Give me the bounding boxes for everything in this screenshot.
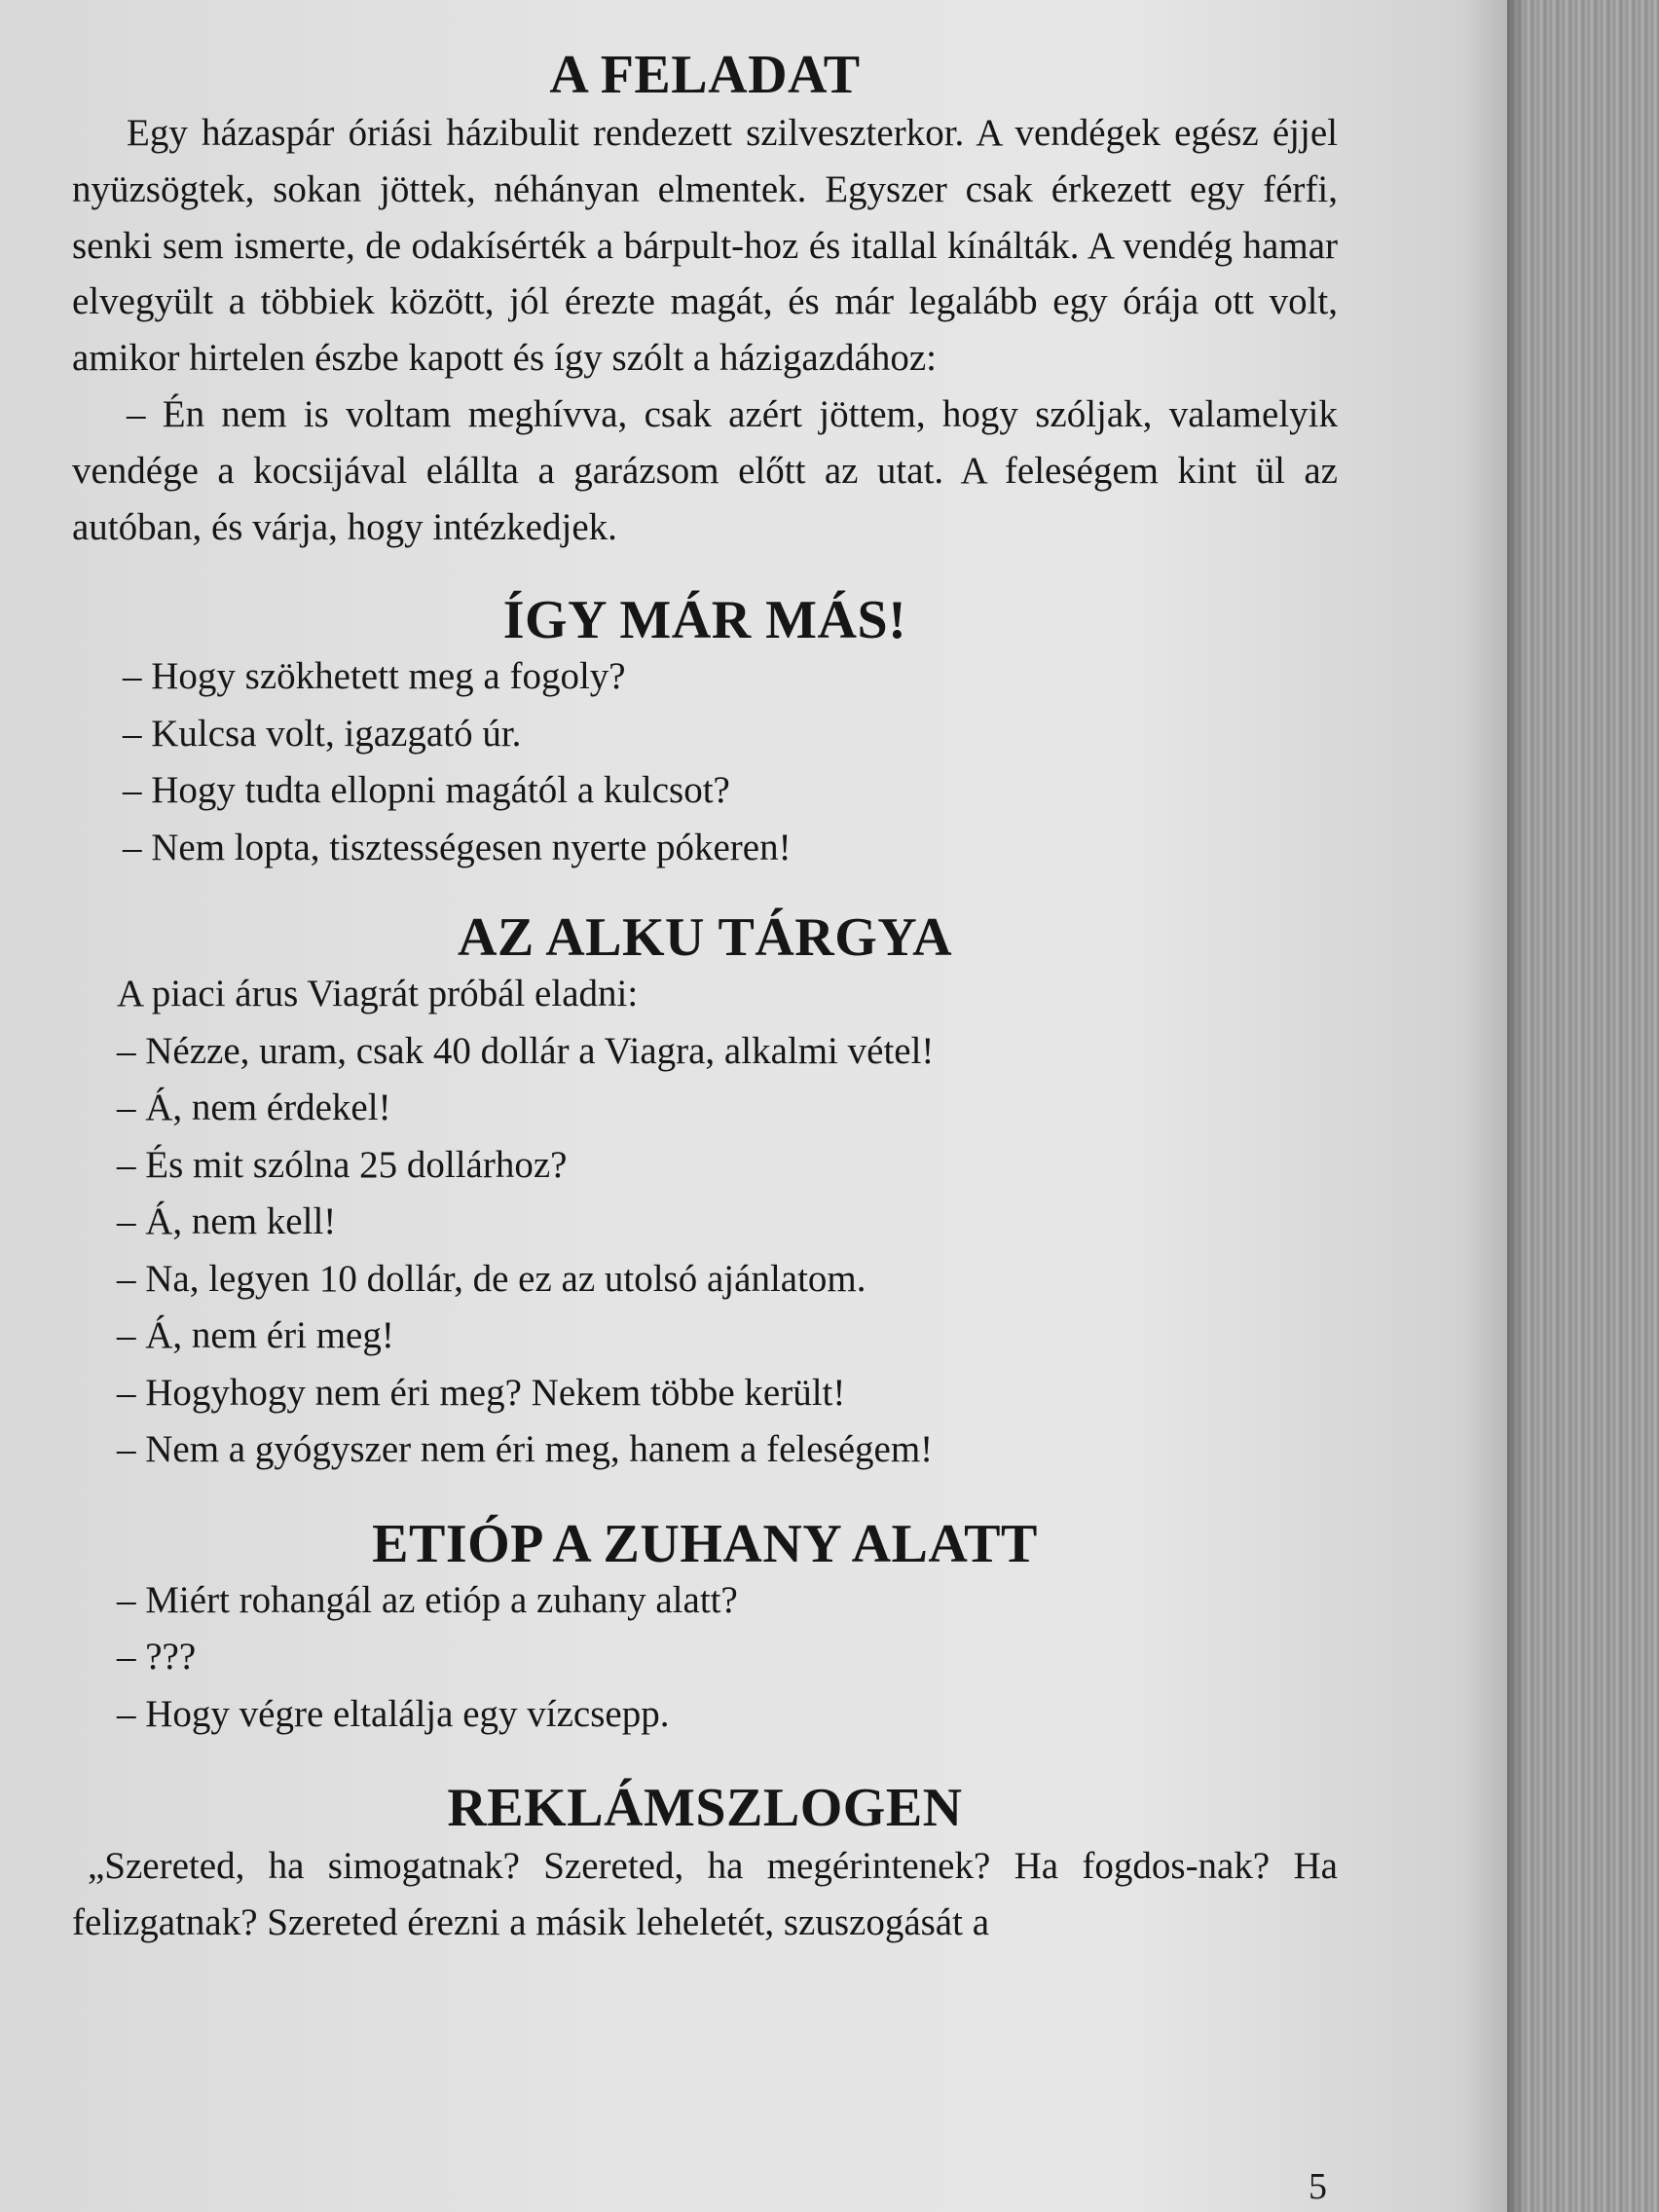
- dialog-line: – ???: [117, 1636, 197, 1678]
- section-title-az-alku-targya: AZ ALKU TÁRGYA: [457, 907, 953, 969]
- section-title-a-feladat: A FELADAT: [549, 45, 861, 105]
- section-paragraph: Egy házaspár óriási házibulit rendezett szilveszterkor. A vendégek egész éjjel nyüzsögtek, sokan jöttek, néhányan elmentek. Egyszer csak érkezett egy férfi, senki sem ismerte, de odakísérték a bárpult-hoz és itallal kínálták. A vendég hamar elvegyült a többiek között, jól érezte magát, és már legalább egy órája ott volt, amikor hirtelen észbe kapott és így szólt a házigazdához:: [72, 112, 1338, 380]
- dialog-line: A piaci árus Viagrát próbál eladni:: [117, 973, 639, 1015]
- page-content: [72, 43, 1338, 1951]
- dialog-line: – Miért rohangál az etióp a zuhany alatt?: [117, 1578, 738, 1621]
- page-edge-shadow: [1507, 0, 1525, 2212]
- page-number: 5: [1309, 2166, 1327, 2207]
- page-stack-edge: [1507, 0, 1659, 2212]
- dialog-line: – És mit szólna 25 dollárhoz?: [117, 1143, 568, 1186]
- dialog-line: – Na, legyen 10 dollár, de ez az utolsó ajánlatom.: [117, 1257, 866, 1300]
- dialog-line: – Hogy tudta ellopni magától a kulcsot?: [123, 769, 730, 812]
- section-paragraph: – Én nem is voltam meghívva, csak azért jöttem, hogy szóljak, valamelyik vendége a kocsijával elállta a garázsom előtt az utat. A feleségem kint ül az autóban, és várja, hogy intézkedjek.: [72, 392, 1338, 548]
- section-title-reklamszlogen: REKLÁMSZLOGEN: [447, 1778, 963, 1839]
- dialog-line: – Hogyhogy nem éri meg? Nekem többe került!: [117, 1371, 846, 1414]
- dialog-line: – Nézze, uram, csak 40 dollár a Viagra, alkalmi vétel!: [117, 1029, 935, 1072]
- section-paragraph: „Szereted, ha simogatnak? Szereted, ha megérintenek? Ha fogdos-nak? Ha felizgatnak? Szereted érezni a másik leheletét, szuszogását a: [72, 1845, 1338, 1944]
- dialog-line: – Á, nem kell!: [117, 1200, 337, 1243]
- dialog-line: – Nem a gyógyszer nem éri meg, hanem a feleségem!: [117, 1428, 934, 1471]
- dialog-list: [72, 966, 1338, 1479]
- dialog-line: – Á, nem éri meg!: [117, 1314, 394, 1357]
- dialog-line: – Nem lopta, tisztességesen nyerte pókeren!: [123, 826, 792, 868]
- dialog-line: – Hogy végre eltalálja egy vízcsepp.: [117, 1692, 670, 1735]
- dialog-list: [72, 648, 1338, 876]
- dialog-line: – Hogy szökhetett meg a fogoly?: [123, 655, 626, 698]
- dialog-line: – Kulcsa volt, igazgató úr.: [123, 712, 522, 755]
- section-title-etiop-a-zuhany-alatt: ETIÓP A ZUHANY ALATT: [372, 1513, 1038, 1574]
- dialog-list: [72, 1572, 1338, 1744]
- dialog-line: – Á, nem érdekel!: [117, 1087, 391, 1129]
- section-title-igy-mar-mas: ÍGY MÁR MÁS!: [502, 590, 907, 651]
